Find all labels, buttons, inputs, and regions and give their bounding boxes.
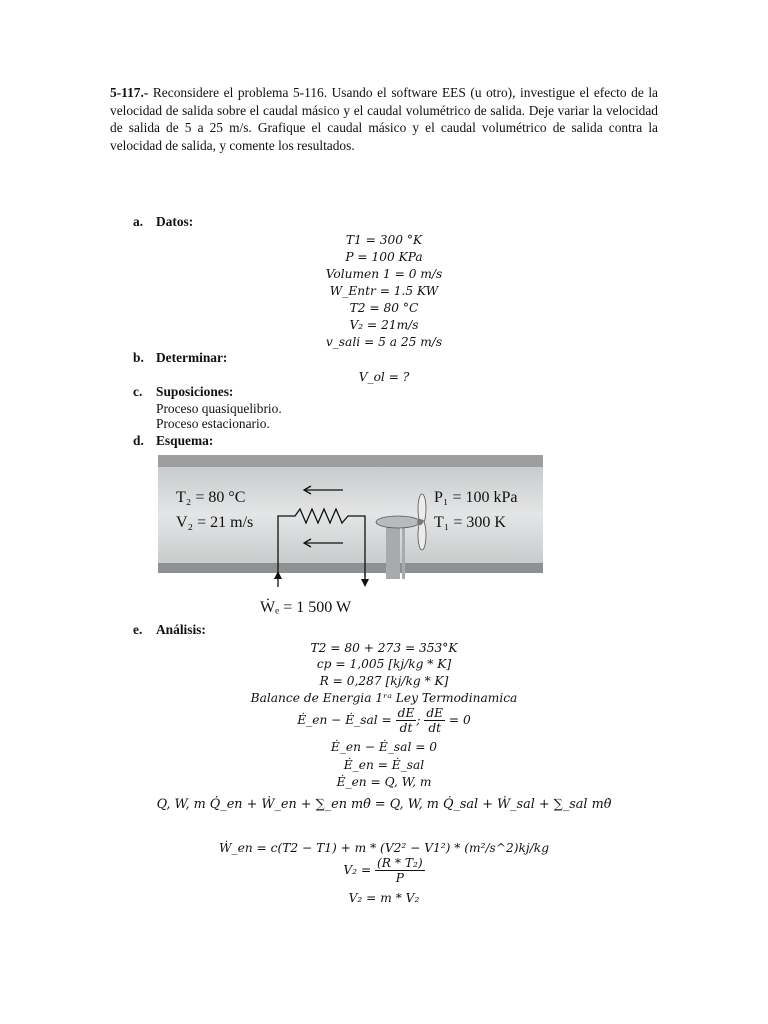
schema-t1-label: T₁ = 300 K	[434, 514, 506, 531]
duct-bottom-wall	[158, 563, 543, 573]
analisis-energy-zero: Ė_en − Ė_sal = 0	[330, 740, 438, 754]
datos-t2: T2 = 80 °C	[349, 301, 419, 315]
section-e-heading: e. Análisis:	[133, 622, 206, 637]
power-input-arrows	[274, 571, 369, 587]
fraction-rt-p: $\frac{\text{(R * T₂)}}{P}$	[377, 856, 423, 885]
analisis-energy-balance: Q, W, m Q̇_en + Ẇ_en + ∑_en mθ̇ = Q, W, m Q̇_sal + Ẇ_sal + ∑_sal mθ̇	[156, 797, 612, 812]
section-c-heading: c. Suposiciones:	[133, 384, 234, 399]
analisis-t2: T2 = 80 + 273 = 353°K	[310, 641, 458, 655]
analisis-energy-qwm: Ė_en = Q, W, m	[336, 775, 432, 789]
datos-p: P = 100 KPa	[345, 250, 423, 264]
schema-we-label: Ẇₑ = 1 500 W	[260, 599, 352, 616]
section-d-heading: d. Esquema:	[133, 433, 214, 448]
problem-number: 5-117.-	[110, 85, 149, 100]
problem-statement	[110, 84, 658, 154]
analisis-v2-fraction: V₂ = $\frac{\text{(R * T₂)}}{P}$	[343, 856, 423, 885]
determinar-vol: V_ol = ?	[358, 370, 410, 384]
heater-duct-schematic	[158, 455, 543, 620]
schema-v2-label: V₂ = 21 m/s	[176, 514, 254, 531]
analisis-v2-mv: V₂ = m * V₂	[348, 891, 420, 905]
analisis-r: R = 0,287 [kj/kg * K]	[319, 674, 449, 688]
analisis-balance-title: Balance de Energia 1ʳᵃ Ley Termodinamica	[250, 691, 518, 705]
section-a-heading: a. Datos:	[133, 214, 194, 229]
fraction-de-dt-1: $\frac{dE}{dt}$	[397, 706, 415, 735]
analisis-energy-equal: Ė_en = Ė_sal	[343, 758, 425, 772]
datos-volumen: Volumen 1 = 0 m/s	[325, 267, 443, 281]
datos-v-sali: v_sali = 5 a 25 m/s	[325, 335, 443, 349]
datos-t1: T1 = 300 °K	[345, 233, 423, 247]
schema-t2-label: T₂ = 80 °C	[176, 489, 246, 506]
problem-text: Reconsidere el problema 5-116. Usando el software EES (u otro), investigue el efecto de la velocidad de salida sobre el caudal másico y el caudal volumétrico de salida. Deje variar la velocidad de salida de 5 a 25 m/s. Grafique el caudal másico y el caudal volumétrico de salida contra la velocidad de salida, y comente los resultados.	[110, 85, 658, 153]
duct-top-wall	[158, 455, 543, 467]
analisis-cp: cp = 1,005 [kj/kg * K]	[316, 657, 452, 671]
analisis-work-eq: Ẇ_en = c(T2 − T1) + m * (V2² − V1²) * (m²/s^2)kj/kg	[219, 841, 549, 855]
fraction-de-dt-2: $\frac{dE}{dt}$	[426, 706, 444, 735]
datos-w-entr: W_Entr = 1.5 KW	[329, 284, 439, 298]
suposicion-2: Proceso estacionario.	[156, 416, 270, 431]
datos-v2: V₂ = 21m/s	[349, 318, 419, 332]
schema-p1-label: P₁ = 100 kPa	[434, 489, 518, 506]
section-b-heading: b. Determinar:	[133, 350, 228, 365]
analisis-energy-rate-eq: Ė_en − Ė_sal = $\frac{dE}{dt}$ ; $\frac{dE}{dt}$ = 0	[297, 706, 471, 735]
suposicion-1: Proceso quasiquelibrio.	[156, 401, 282, 416]
